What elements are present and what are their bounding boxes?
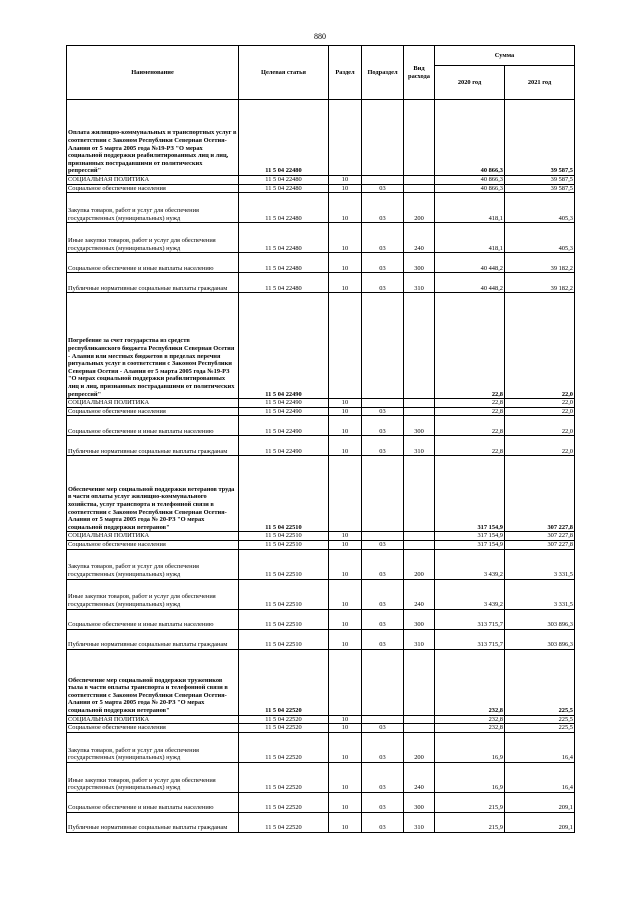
- row-target-cell: 11 5 04 22490: [239, 293, 329, 399]
- header-section: Раздел: [329, 46, 362, 100]
- row-section-cell: 10: [329, 629, 362, 649]
- row-subsection-cell: [362, 715, 404, 724]
- table-row: [67, 100, 575, 176]
- row-target-cell: 11 5 04 22520: [239, 732, 329, 762]
- row-target-cell: 11 5 04 22520: [239, 724, 329, 733]
- row-name-cell: Закупка товаров, работ и услуг для обеспечения государственных (муниципальных) нужд: [67, 732, 239, 762]
- row-subsection-cell: 03: [362, 762, 404, 792]
- row-name-cell: Социальное обеспечение населения: [67, 540, 239, 549]
- table-row: [67, 792, 575, 812]
- row-target-cell: 11 5 04 22520: [239, 762, 329, 792]
- row-2020-cell: 418,1: [435, 223, 505, 253]
- row-2021-cell: 39 182,2: [505, 253, 575, 273]
- row-expense-type-cell: [404, 715, 435, 724]
- row-expense-type-cell: 300: [404, 609, 435, 629]
- row-expense-type-cell: 300: [404, 416, 435, 436]
- row-name-cell: Публичные нормативные социальные выплаты гражданам: [67, 812, 239, 832]
- row-expense-type-cell: 310: [404, 273, 435, 293]
- row-expense-type-cell: 300: [404, 792, 435, 812]
- row-target-cell: 11 5 04 22510: [239, 579, 329, 609]
- row-name-cell: Закупка товаров, работ и услуг для обеспечения государственных (муниципальных) нужд: [67, 549, 239, 579]
- row-section-cell: 10: [329, 184, 362, 193]
- row-2021-cell: 303 896,3: [505, 609, 575, 629]
- row-2021-cell: 405,3: [505, 193, 575, 223]
- row-target-cell: 11 5 04 22510: [239, 609, 329, 629]
- header-expense-type: Вид расхода: [404, 46, 435, 100]
- row-section-cell: 10: [329, 253, 362, 273]
- header-name: Наименование: [67, 46, 239, 100]
- header-sum: Сумма: [435, 46, 575, 66]
- row-section-cell: 10: [329, 193, 362, 223]
- table-row: [67, 399, 575, 408]
- row-section-cell: 10: [329, 176, 362, 185]
- row-expense-type-cell: 200: [404, 732, 435, 762]
- row-section-cell: 10: [329, 724, 362, 733]
- row-2020-cell: 317 154,9: [435, 532, 505, 541]
- table-row: [67, 549, 575, 579]
- row-subsection-cell: [362, 293, 404, 399]
- row-name-cell: Публичные нормативные социальные выплаты гражданам: [67, 436, 239, 456]
- row-name-cell: Социальное обеспечение и иные выплаты населению: [67, 253, 239, 273]
- row-name-cell: Социальное обеспечение и иные выплаты населению: [67, 792, 239, 812]
- row-target-cell: 11 5 04 22510: [239, 629, 329, 649]
- row-expense-type-cell: [404, 649, 435, 715]
- row-section-cell: 10: [329, 436, 362, 456]
- row-subsection-cell: 03: [362, 253, 404, 273]
- row-expense-type-cell: [404, 176, 435, 185]
- row-name-cell: СОЦИАЛЬНАЯ ПОЛИТИКА: [67, 715, 239, 724]
- table-row: [67, 273, 575, 293]
- row-section-cell: 10: [329, 407, 362, 416]
- row-section-cell: 10: [329, 812, 362, 832]
- row-2020-cell: 232,8: [435, 724, 505, 733]
- table-header: [67, 46, 575, 100]
- row-2020-cell: 22,8: [435, 416, 505, 436]
- table-row: [67, 407, 575, 416]
- row-target-cell: 11 5 04 22510: [239, 549, 329, 579]
- row-name-cell: Иные закупки товаров, работ и услуг для обеспечения государственных (муниципальных) нужд: [67, 762, 239, 792]
- row-name-cell: СОЦИАЛЬНАЯ ПОЛИТИКА: [67, 532, 239, 541]
- row-2021-cell: 22,0: [505, 436, 575, 456]
- table-row: [67, 609, 575, 629]
- row-expense-type-cell: [404, 456, 435, 532]
- row-subsection-cell: 03: [362, 792, 404, 812]
- row-name-cell: Закупка товаров, работ и услуг для обеспечения государственных (муниципальных) нужд: [67, 193, 239, 223]
- row-subsection-cell: [362, 456, 404, 532]
- table-row: [67, 456, 575, 532]
- row-name-cell: Иные закупки товаров, работ и услуг для обеспечения государственных (муниципальных) нужд: [67, 579, 239, 609]
- row-subsection-cell: 03: [362, 407, 404, 416]
- row-subsection-cell: 03: [362, 540, 404, 549]
- row-target-cell: 11 5 04 22490: [239, 436, 329, 456]
- row-expense-type-cell: 240: [404, 223, 435, 253]
- row-2021-cell: 16,4: [505, 732, 575, 762]
- row-target-cell: 11 5 04 22520: [239, 812, 329, 832]
- row-expense-type-cell: 310: [404, 629, 435, 649]
- row-subsection-cell: 03: [362, 193, 404, 223]
- row-subsection-cell: 03: [362, 273, 404, 293]
- row-expense-type-cell: 200: [404, 193, 435, 223]
- row-section-cell: [329, 100, 362, 176]
- row-subsection-cell: 03: [362, 732, 404, 762]
- row-section-cell: 10: [329, 579, 362, 609]
- row-target-cell: 11 5 04 22480: [239, 193, 329, 223]
- row-2021-cell: 307 227,8: [505, 540, 575, 549]
- table-row: [67, 732, 575, 762]
- row-target-cell: 11 5 04 22490: [239, 399, 329, 408]
- row-2021-cell: 3 331,5: [505, 549, 575, 579]
- table-row: [67, 715, 575, 724]
- table-row: [67, 724, 575, 733]
- row-section-cell: [329, 649, 362, 715]
- header-year-2021: 2021 год: [505, 66, 575, 100]
- row-section-cell: 10: [329, 223, 362, 253]
- row-2021-cell: 39 587,5: [505, 100, 575, 176]
- row-expense-type-cell: [404, 100, 435, 176]
- row-target-cell: 11 5 04 22480: [239, 100, 329, 176]
- row-expense-type-cell: [404, 399, 435, 408]
- row-2021-cell: 22,0: [505, 293, 575, 399]
- table-row: [67, 436, 575, 456]
- row-2020-cell: 40 866,3: [435, 176, 505, 185]
- row-2020-cell: 317 154,9: [435, 540, 505, 549]
- row-section-cell: 10: [329, 416, 362, 436]
- row-name-cell: Оплата жилищно-коммунальных и транспортных услуг в соответствии с Законом Республики Северная Осетия-Алания от 5 марта 2005 года №19-РЗ "О мерах социальной поддержки реабилитированных лиц и лиц, признанных пострадавшими от политических репрессий": [67, 100, 239, 176]
- row-name-cell: Иные закупки товаров, работ и услуг для обеспечения государственных (муниципальных) нужд: [67, 223, 239, 253]
- table-row: [67, 253, 575, 273]
- row-expense-type-cell: [404, 540, 435, 549]
- row-2020-cell: 418,1: [435, 193, 505, 223]
- row-subsection-cell: 03: [362, 724, 404, 733]
- row-2020-cell: 16,9: [435, 732, 505, 762]
- row-2020-cell: 40 448,2: [435, 273, 505, 293]
- header-target: Целевая статья: [239, 46, 329, 100]
- table-row: [67, 762, 575, 792]
- row-2020-cell: 215,9: [435, 812, 505, 832]
- row-section-cell: 10: [329, 762, 362, 792]
- row-target-cell: 11 5 04 22480: [239, 223, 329, 253]
- row-target-cell: 11 5 04 22520: [239, 715, 329, 724]
- row-section-cell: 10: [329, 399, 362, 408]
- row-subsection-cell: [362, 649, 404, 715]
- row-2021-cell: 303 896,3: [505, 629, 575, 649]
- row-expense-type-cell: 310: [404, 812, 435, 832]
- row-section-cell: 10: [329, 549, 362, 579]
- row-subsection-cell: [362, 399, 404, 408]
- row-target-cell: 11 5 04 22510: [239, 532, 329, 541]
- row-subsection-cell: [362, 532, 404, 541]
- table-body: [67, 100, 575, 833]
- row-target-cell: 11 5 04 22510: [239, 456, 329, 532]
- row-2021-cell: 225,5: [505, 715, 575, 724]
- row-name-cell: Социальное обеспечение населения: [67, 184, 239, 193]
- row-subsection-cell: 03: [362, 223, 404, 253]
- row-expense-type-cell: 240: [404, 762, 435, 792]
- table-row: [67, 293, 575, 399]
- row-section-cell: 10: [329, 732, 362, 762]
- row-2020-cell: 232,8: [435, 649, 505, 715]
- row-2021-cell: 39 587,5: [505, 184, 575, 193]
- row-2020-cell: 22,8: [435, 293, 505, 399]
- row-expense-type-cell: [404, 407, 435, 416]
- table-row: [67, 579, 575, 609]
- row-2020-cell: 22,8: [435, 407, 505, 416]
- row-section-cell: 10: [329, 792, 362, 812]
- row-expense-type-cell: 310: [404, 436, 435, 456]
- table-row: [67, 223, 575, 253]
- row-2021-cell: 39 587,5: [505, 176, 575, 185]
- row-2020-cell: 317 154,9: [435, 456, 505, 532]
- row-subsection-cell: 03: [362, 812, 404, 832]
- table-row: [67, 629, 575, 649]
- row-2020-cell: 313 715,7: [435, 629, 505, 649]
- table-row: [67, 176, 575, 185]
- row-name-cell: Публичные нормативные социальные выплаты гражданам: [67, 273, 239, 293]
- row-2020-cell: 40 866,3: [435, 184, 505, 193]
- row-expense-type-cell: 300: [404, 253, 435, 273]
- row-2020-cell: 16,9: [435, 762, 505, 792]
- row-2020-cell: 232,8: [435, 715, 505, 724]
- row-subsection-cell: 03: [362, 416, 404, 436]
- row-2020-cell: 40 448,2: [435, 253, 505, 273]
- row-2020-cell: 215,9: [435, 792, 505, 812]
- row-target-cell: 11 5 04 22490: [239, 407, 329, 416]
- row-2021-cell: 16,4: [505, 762, 575, 792]
- table-row: [67, 540, 575, 549]
- row-2021-cell: 307 227,8: [505, 532, 575, 541]
- row-2021-cell: 209,1: [505, 812, 575, 832]
- row-2020-cell: 3 439,2: [435, 579, 505, 609]
- budget-table: [66, 45, 575, 833]
- row-subsection-cell: [362, 100, 404, 176]
- row-subsection-cell: 03: [362, 629, 404, 649]
- row-subsection-cell: 03: [362, 549, 404, 579]
- row-target-cell: 11 5 04 22480: [239, 176, 329, 185]
- row-name-cell: Социальное обеспечение и иные выплаты населению: [67, 609, 239, 629]
- row-2021-cell: 307 227,8: [505, 456, 575, 532]
- table-row: [67, 532, 575, 541]
- row-subsection-cell: 03: [362, 184, 404, 193]
- table-row: [67, 649, 575, 715]
- row-target-cell: 11 5 04 22480: [239, 184, 329, 193]
- row-2021-cell: 22,0: [505, 407, 575, 416]
- row-target-cell: 11 5 04 22510: [239, 540, 329, 549]
- row-subsection-cell: 03: [362, 436, 404, 456]
- row-2021-cell: 3 331,5: [505, 579, 575, 609]
- row-subsection-cell: 03: [362, 609, 404, 629]
- row-section-cell: 10: [329, 532, 362, 541]
- row-name-cell: Обеспечение мер социальной поддержки тружеников тыла в части оплаты транспорта и телефонной связи в соответствии с Законом Республики Северная Осетия-Алания от 5 марта 2005 года № 20-РЗ "О мерах социальной поддержки ветеранов": [67, 649, 239, 715]
- row-2020-cell: 22,8: [435, 399, 505, 408]
- table-row: [67, 193, 575, 223]
- header-year-2020: 2020 год: [435, 66, 505, 100]
- table-row: [67, 184, 575, 193]
- table-row: [67, 812, 575, 832]
- row-target-cell: 11 5 04 22520: [239, 792, 329, 812]
- row-2021-cell: 39 182,2: [505, 273, 575, 293]
- row-2020-cell: 40 866,3: [435, 100, 505, 176]
- row-expense-type-cell: [404, 293, 435, 399]
- row-name-cell: Социальное обеспечение населения: [67, 724, 239, 733]
- table-row: [67, 416, 575, 436]
- row-expense-type-cell: 200: [404, 549, 435, 579]
- row-expense-type-cell: [404, 532, 435, 541]
- row-target-cell: 11 5 04 22490: [239, 416, 329, 436]
- row-name-cell: Социальное обеспечение населения: [67, 407, 239, 416]
- row-section-cell: 10: [329, 540, 362, 549]
- row-2020-cell: 3 439,2: [435, 549, 505, 579]
- row-2021-cell: 209,1: [505, 792, 575, 812]
- row-name-cell: Социальное обеспечение и иные выплаты населению: [67, 416, 239, 436]
- row-subsection-cell: [362, 176, 404, 185]
- row-section-cell: 10: [329, 715, 362, 724]
- row-expense-type-cell: [404, 184, 435, 193]
- row-name-cell: Публичные нормативные социальные выплаты гражданам: [67, 629, 239, 649]
- row-expense-type-cell: [404, 724, 435, 733]
- row-2021-cell: 225,5: [505, 724, 575, 733]
- header-subsection: Подраздел: [362, 46, 404, 100]
- row-section-cell: [329, 293, 362, 399]
- row-target-cell: 11 5 04 22520: [239, 649, 329, 715]
- row-section-cell: [329, 456, 362, 532]
- row-2021-cell: 22,0: [505, 399, 575, 408]
- row-name-cell: СОЦИАЛЬНАЯ ПОЛИТИКА: [67, 399, 239, 408]
- row-section-cell: 10: [329, 609, 362, 629]
- row-2021-cell: 22,0: [505, 416, 575, 436]
- row-name-cell: Погребение за счет государства из средств республиканского бюджета Республики Северная Осетия - Алания или местных бюджетов в пределах перечня ритуальных услуг в соответствии с Законом Республики Северная Осетия - Алания от 5 марта 2005 года №19-РЗ "О мерах социальной поддержки реабилитированных лиц и лиц, признанных пострадавшими от политических репрессий": [67, 293, 239, 399]
- row-expense-type-cell: 240: [404, 579, 435, 609]
- row-2021-cell: 225,5: [505, 649, 575, 715]
- row-section-cell: 10: [329, 273, 362, 293]
- page-number: 880: [314, 32, 326, 41]
- row-2020-cell: 313 715,7: [435, 609, 505, 629]
- row-2020-cell: 22,8: [435, 436, 505, 456]
- row-name-cell: Обеспечение мер социальной поддержки ветеранов труда в части оплаты услуг жилищно-коммунального хозяйства, услуг транспорта и телефонной связи в соответствии с Законом Республики Северная Осетия-Алания от 5 марта 2005 года № 20-РЗ "О мерах социальной поддержки ветеранов": [67, 456, 239, 532]
- row-name-cell: СОЦИАЛЬНАЯ ПОЛИТИКА: [67, 176, 239, 185]
- row-subsection-cell: 03: [362, 579, 404, 609]
- row-target-cell: 11 5 04 22480: [239, 253, 329, 273]
- row-2021-cell: 405,3: [505, 223, 575, 253]
- row-target-cell: 11 5 04 22480: [239, 273, 329, 293]
